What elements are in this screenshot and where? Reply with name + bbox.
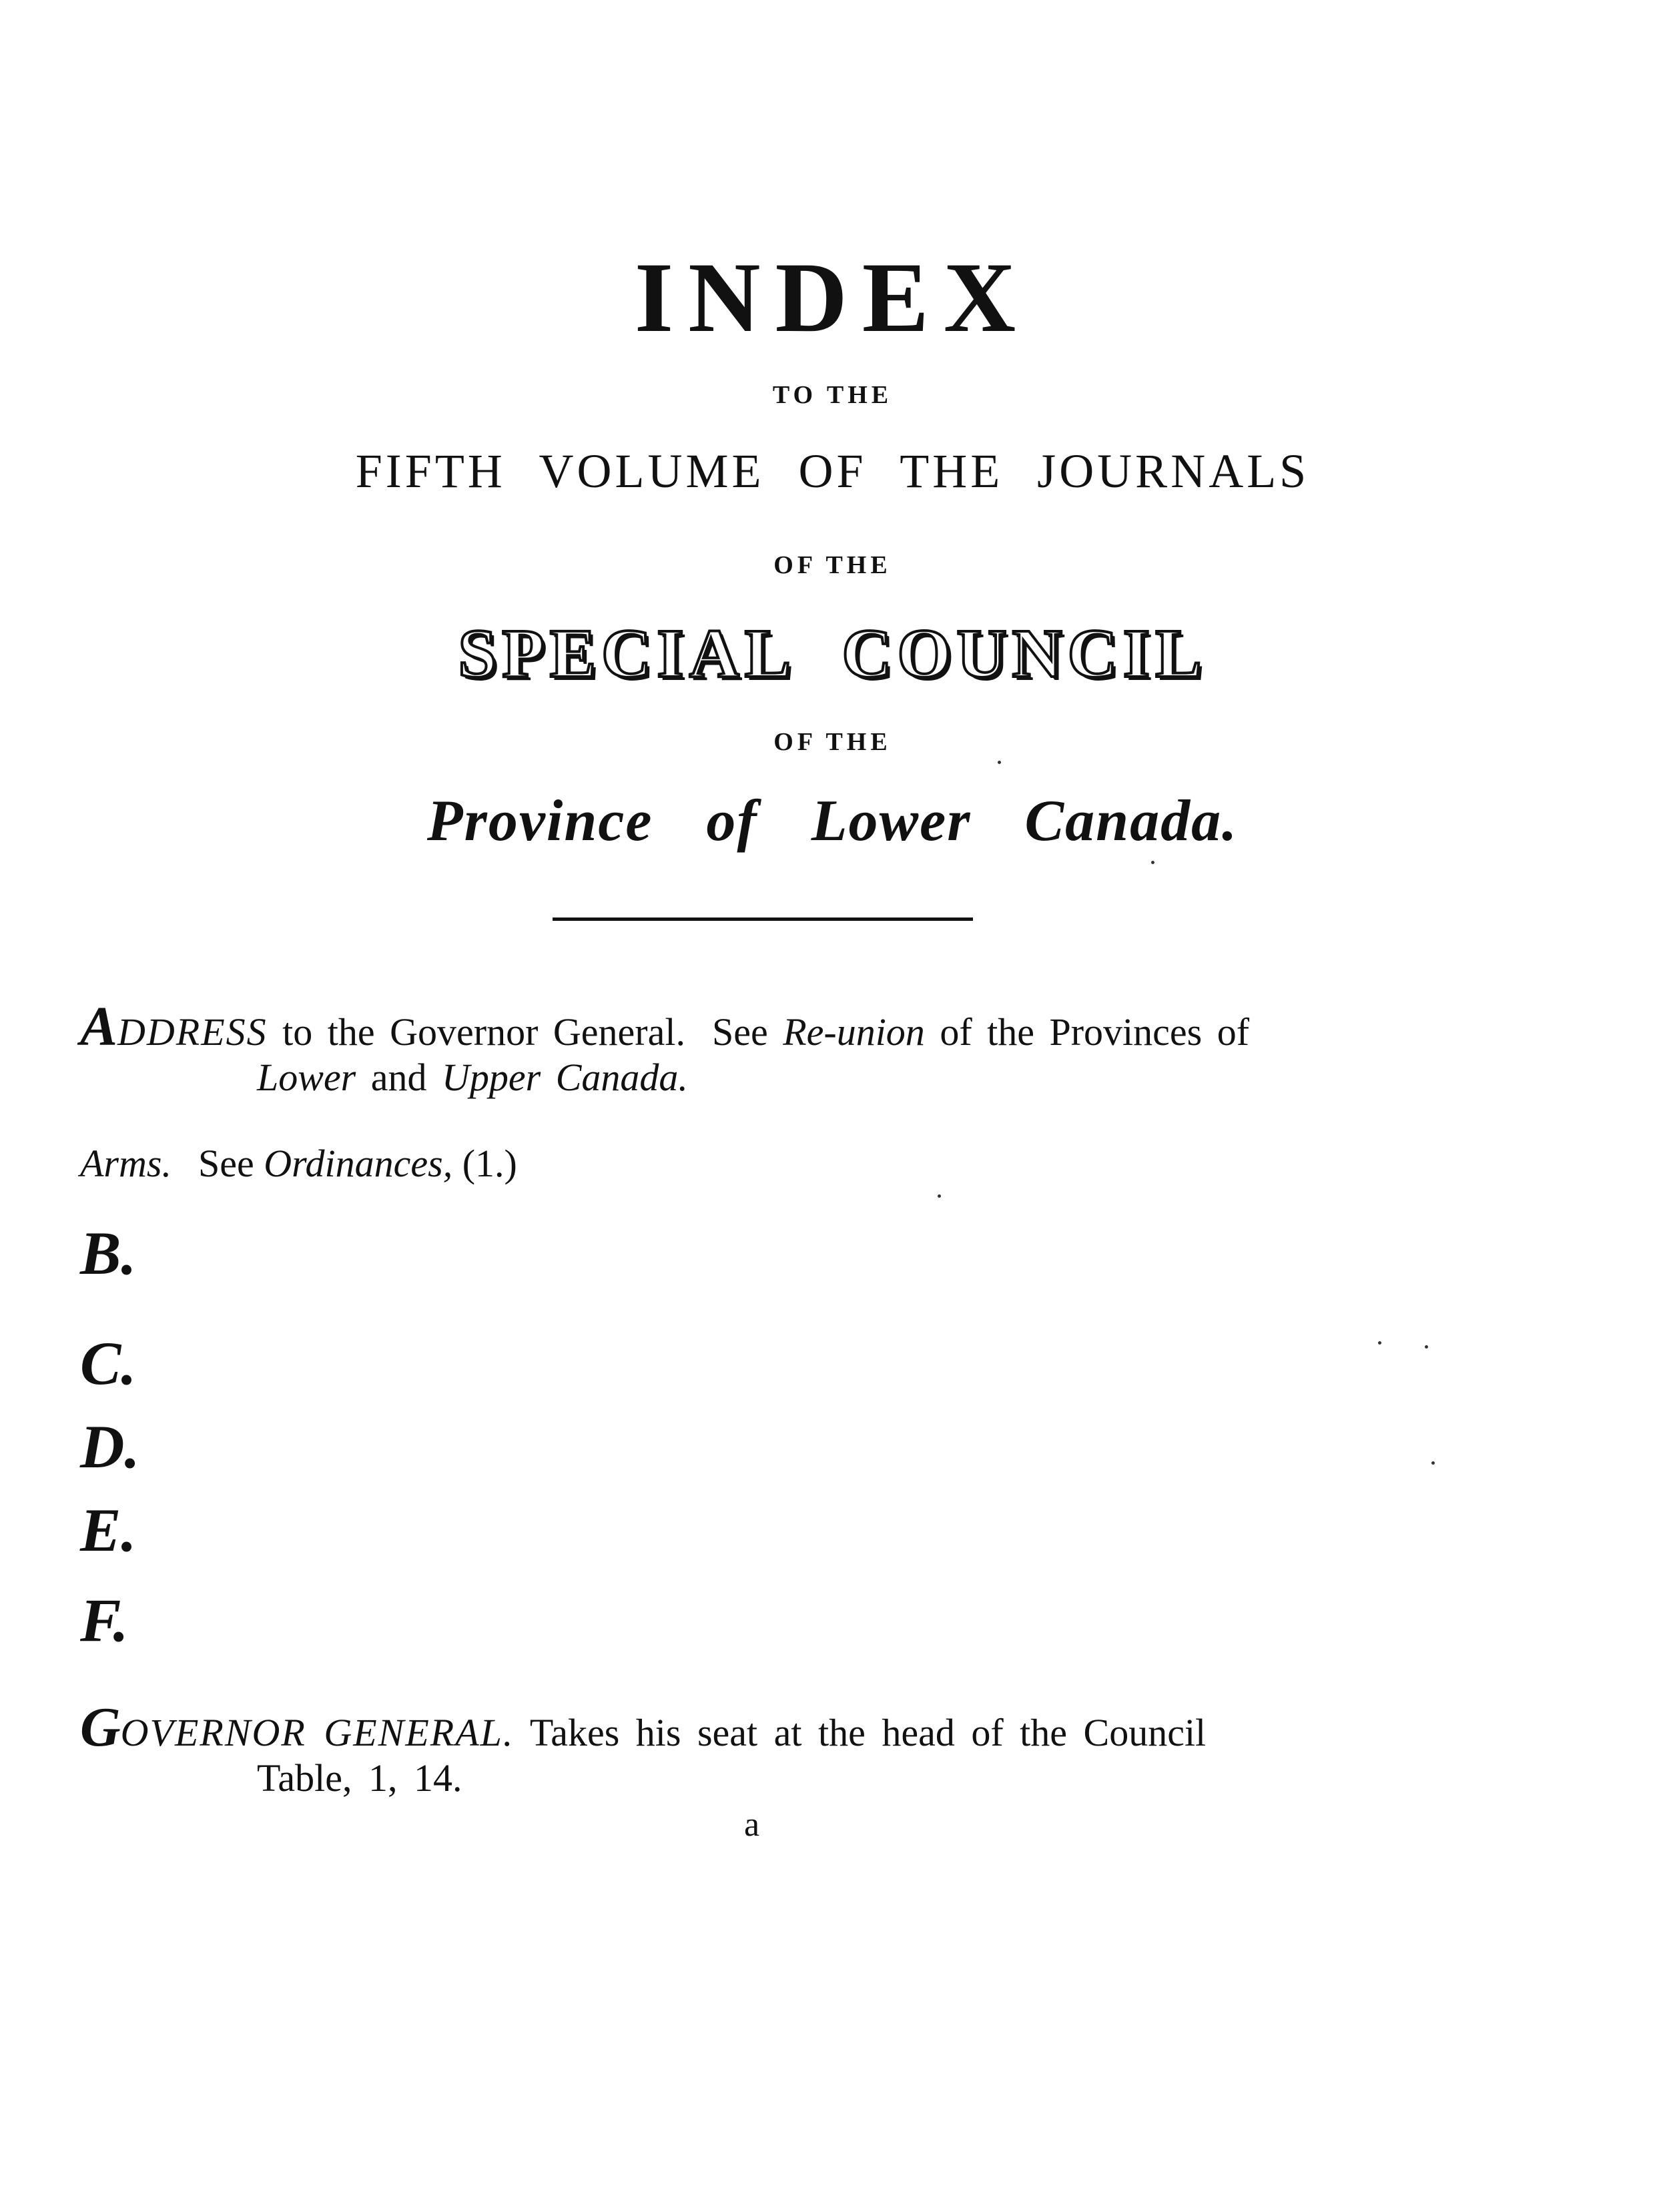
entry-continuation: Table, 1, 14. — [257, 1756, 462, 1800]
index-entry-governor — [80, 1696, 1448, 1801]
entry-text: of the Provinces of — [924, 1010, 1250, 1054]
entry-head: DDRESS — [117, 1010, 268, 1054]
print-speck — [1431, 1461, 1435, 1465]
section-letter-f: F. — [80, 1586, 129, 1654]
to-the-line: TO THE — [772, 381, 893, 409]
province-title: Province of Lower Canada. — [426, 789, 1239, 853]
entry-continuation — [80, 1055, 1448, 1100]
cross-reference: Re-union — [783, 1010, 925, 1054]
print-speck — [998, 761, 1001, 764]
heading-rule — [553, 917, 973, 921]
print-speck — [1378, 1341, 1381, 1345]
of-the-line-1: OF THE — [773, 551, 892, 579]
cross-reference: Lower — [257, 1056, 356, 1099]
section-letter-c: C. — [80, 1329, 137, 1397]
entry-initial: A — [80, 996, 118, 1058]
special-council-title: SPECIAL COUNCIL — [458, 615, 1207, 692]
print-speck — [938, 1194, 941, 1198]
section-letter-b: B. — [80, 1219, 137, 1287]
entry-head: Arms. — [80, 1142, 172, 1185]
entry-text: to the Governor General. — [267, 1010, 685, 1054]
index-entry-address — [80, 996, 1448, 1100]
entry-text: and — [356, 1056, 442, 1099]
entry-initial: G — [80, 1696, 121, 1758]
cross-reference: Ordinances, — [264, 1142, 453, 1185]
index-entry-arms — [80, 1141, 1448, 1186]
entry-head: OVERNOR GENERAL. — [120, 1711, 515, 1754]
of-the-line-2: OF THE — [773, 728, 892, 756]
section-letter-e: E. — [80, 1496, 137, 1564]
signature-mark: a — [744, 1806, 760, 1844]
index-title: INDEX — [634, 242, 1031, 353]
volume-line: FIFTH VOLUME OF THE JOURNALS — [355, 444, 1310, 498]
cross-reference: Upper Canada. — [442, 1056, 688, 1099]
entry-number: (1.) — [452, 1142, 517, 1185]
see-label: See — [198, 1142, 264, 1185]
see-label: See — [711, 1010, 783, 1054]
print-speck — [1151, 861, 1154, 864]
print-speck — [1425, 1345, 1428, 1349]
section-letter-d: D. — [80, 1413, 140, 1481]
entry-text: Takes his seat at the head of the Council — [514, 1711, 1207, 1754]
